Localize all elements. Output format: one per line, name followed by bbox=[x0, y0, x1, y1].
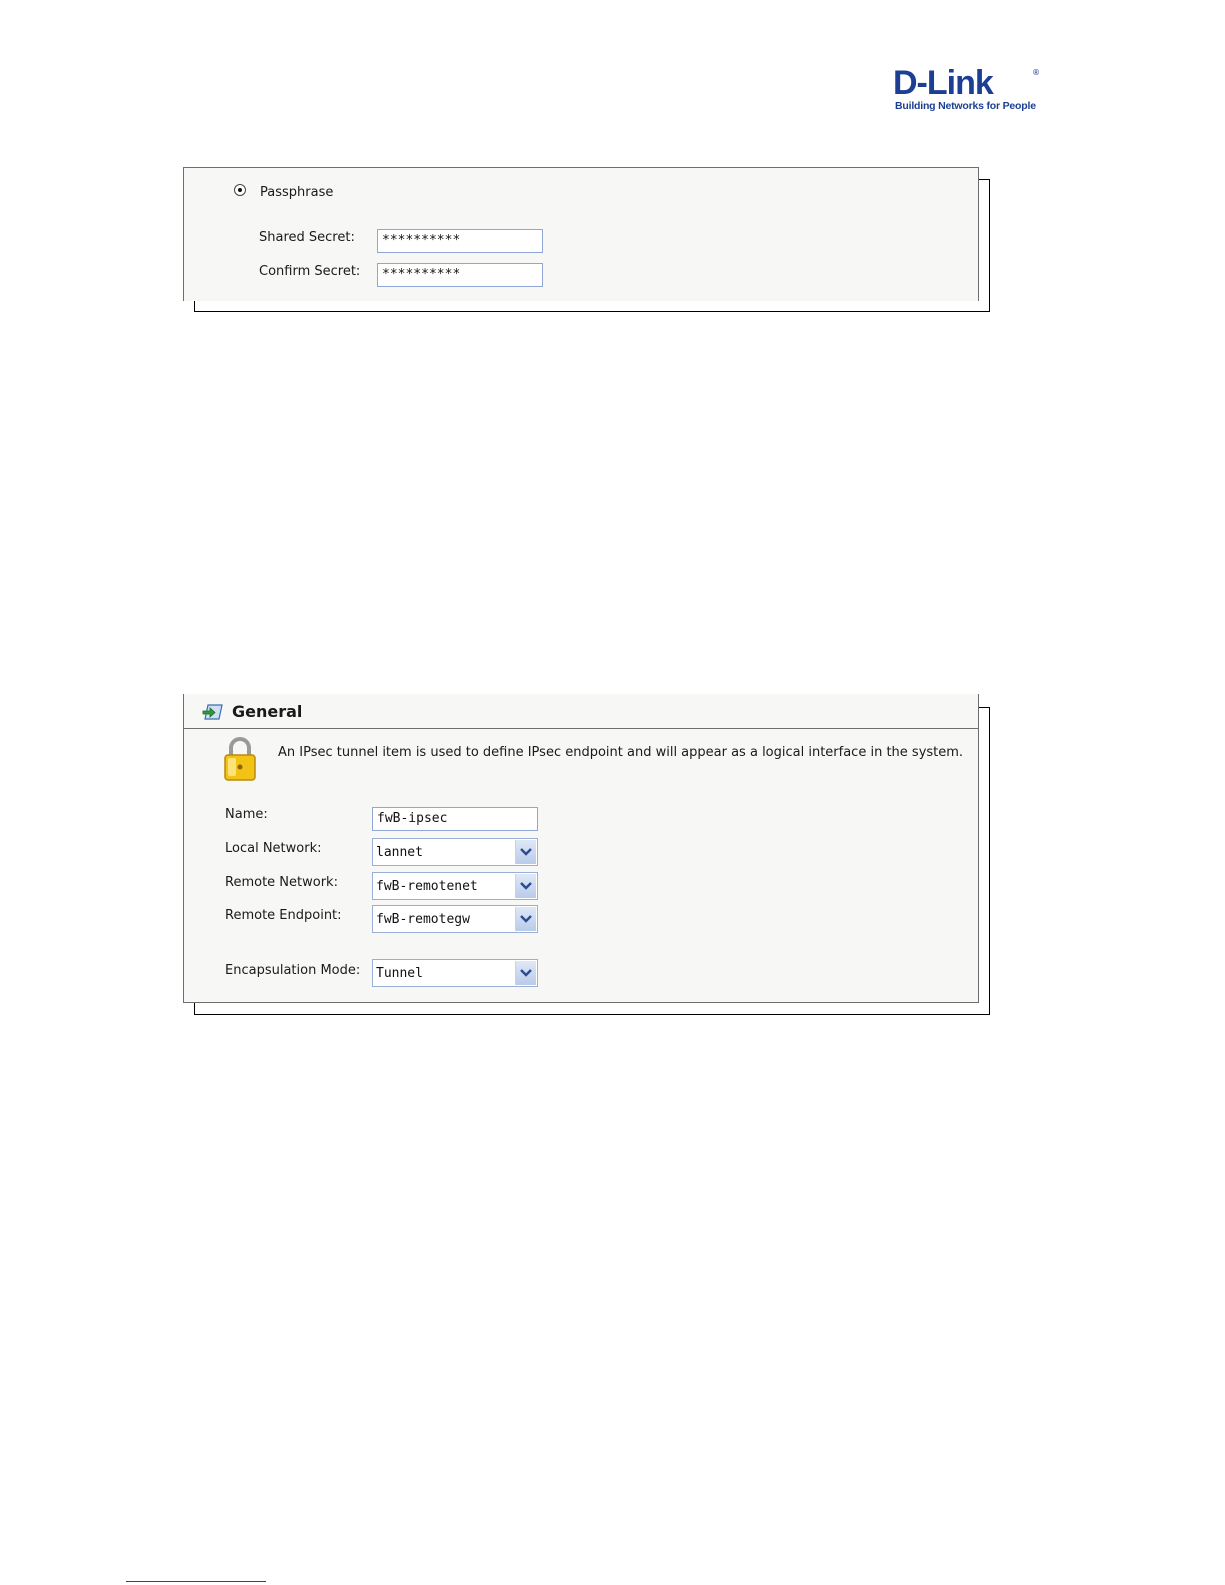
logo-registered-mark: ® bbox=[1032, 68, 1040, 77]
logo-tagline: Building Networks for People bbox=[895, 100, 1036, 112]
shared-secret-label: Shared Secret: bbox=[259, 230, 355, 245]
local-network-select[interactable] bbox=[372, 838, 538, 866]
remote-network-value: fwB-remotenet bbox=[376, 879, 478, 894]
general-header bbox=[184, 694, 978, 729]
name-input[interactable]: fwB-ipsec bbox=[372, 807, 538, 831]
encapsulation-mode-select[interactable] bbox=[372, 959, 538, 987]
chevron-down-icon[interactable] bbox=[515, 961, 536, 985]
shared-secret-input[interactable]: ********** bbox=[377, 229, 543, 253]
remote-endpoint-select[interactable] bbox=[372, 905, 538, 933]
logo-wordmark: D-Link bbox=[893, 64, 993, 102]
remote-network-select[interactable] bbox=[372, 872, 538, 900]
encapsulation-mode-label: Encapsulation Mode: bbox=[225, 963, 361, 978]
padlock-icon bbox=[222, 736, 258, 782]
auth-panel bbox=[183, 167, 979, 301]
encapsulation-mode-value: Tunnel bbox=[376, 966, 423, 981]
local-network-value: lannet bbox=[376, 845, 423, 860]
general-panel bbox=[183, 694, 979, 1003]
general-title: General bbox=[232, 702, 303, 721]
local-network-label: Local Network: bbox=[225, 841, 322, 856]
footer-link[interactable] bbox=[126, 1581, 266, 1582]
remote-endpoint-label: Remote Endpoint: bbox=[225, 908, 342, 923]
confirm-secret-label: Confirm Secret: bbox=[259, 264, 361, 279]
name-label: Name: bbox=[225, 807, 268, 822]
remote-network-label: Remote Network: bbox=[225, 875, 338, 890]
chevron-down-icon[interactable] bbox=[515, 840, 536, 864]
general-description: An IPsec tunnel item is used to define IPsec endpoint and will appear as a logical interface in the system. bbox=[278, 745, 964, 760]
arrow-right-icon bbox=[202, 703, 224, 721]
confirm-secret-input[interactable]: ********** bbox=[377, 263, 543, 287]
passphrase-radio[interactable] bbox=[234, 184, 246, 196]
remote-endpoint-value: fwB-remotegw bbox=[376, 912, 470, 927]
chevron-down-icon[interactable] bbox=[515, 874, 536, 898]
chevron-down-icon[interactable] bbox=[515, 907, 536, 931]
passphrase-label: Passphrase bbox=[260, 185, 334, 200]
dlink-logo bbox=[893, 66, 1043, 116]
